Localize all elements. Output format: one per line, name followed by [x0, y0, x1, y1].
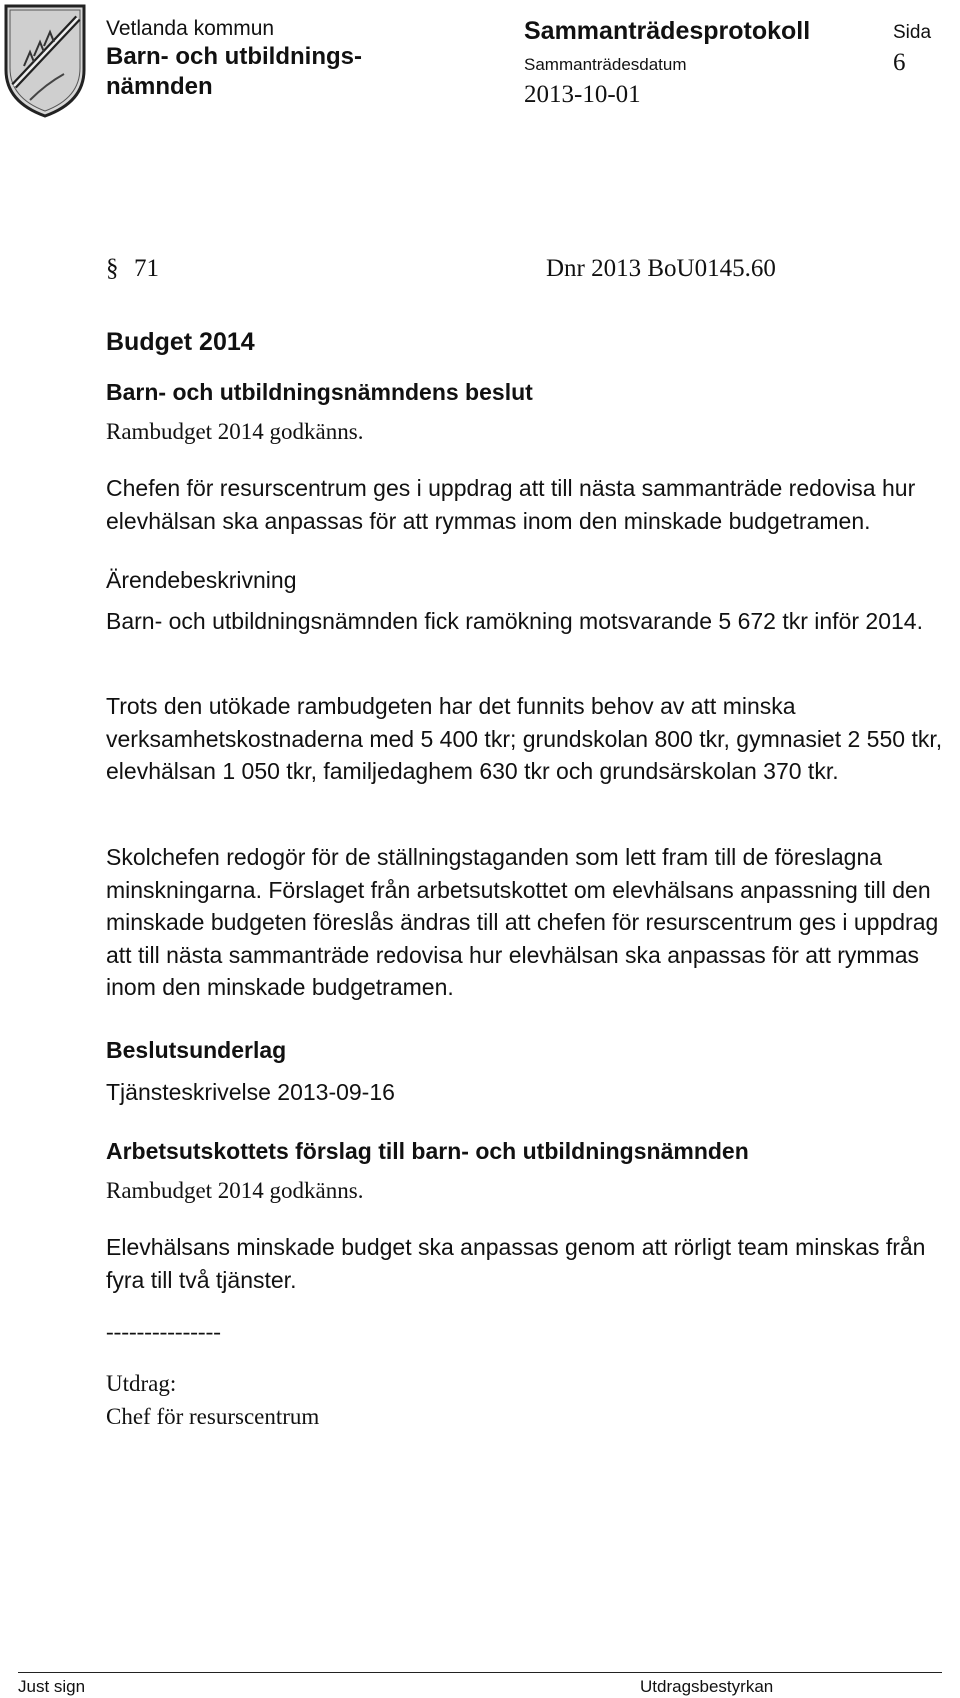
extract-label: Utdrag: [106, 1371, 177, 1396]
municipality-name: Vetlanda kommun [106, 17, 275, 40]
decision-heading: Barn- och utbildningsnämndens beslut [106, 379, 533, 405]
extract-certification-label: Utdragsbestyrkan [640, 1677, 774, 1696]
document-type: Sammanträdesprotokoll [524, 17, 811, 45]
committee-name: Barn- och utbildnings-nämnden [106, 43, 362, 100]
basis-document: Tjänsteskrivelse 2013-09-16 [106, 1079, 395, 1105]
decision-paragraph: Chefen för resurscentrum ges i uppdrag att till nästa sammanträde redovisa hur elevhälsan ska anpassas för att rymmas inom den minskade budgetramen. [106, 475, 916, 534]
text-divider: --------------- [106, 1319, 221, 1344]
justering-signature-label: Just sign [18, 1677, 86, 1696]
meeting-date: 2013-10-01 [524, 81, 641, 108]
meeting-date-label: Sammanträdesdatum [524, 55, 687, 74]
decision-paragraph: Rambudget 2014 godkänns. [106, 419, 364, 444]
page-label: Sida [893, 22, 932, 43]
description-paragraph: Trots den utökade rambudgeten har det funnits behov av att minska verksamhetskostnaderna med 5 400 tkr; grundskolan 800 tkr, gymnasiet 2 550 tkr, elevhälsan 1 050 tkr, familjedaghem 630 tkr och grundsärskolan 370 tkr. [106, 693, 943, 784]
section-number: 71 [134, 255, 159, 282]
page-number: 6 [893, 49, 906, 76]
case-registration-number: Dnr 2013 BoU0145.60 [546, 255, 776, 282]
description-paragraph: Barn- och utbildningsnämnden fick ramökning motsvarande 5 672 tkr inför 2014. [106, 608, 923, 634]
case-title: Budget 2014 [106, 328, 255, 356]
extract-recipient: Chef för resurscentrum [106, 1404, 320, 1429]
proposal-heading: Arbetsutskottets förslag till barn- och utbildningsnämnden [106, 1138, 749, 1164]
municipality-coat-of-arms-logo [0, 0, 88, 120]
description-heading: Ärendebeskrivning [106, 567, 297, 593]
basis-heading: Beslutsunderlag [106, 1037, 287, 1063]
proposal-paragraph: Elevhälsans minskade budget ska anpassas genom att rörligt team minskas från fyra till två tjänster. [106, 1234, 926, 1293]
description-paragraph: Skolchefen redogör för de ställningstaganden som lett fram till de föreslagna minskningarna. Förslaget från arbetsutskottet om elevhälsans anpassning till den minskade budgeten föreslås ändras till att chefen för resurscentrum ges i uppdrag att till nästa sammanträde redovisa hur elevhälsan ska anpassas för att rymmas inom den minskade budgetramen. [106, 844, 939, 1000]
proposal-paragraph: Rambudget 2014 godkänns. [106, 1178, 364, 1203]
footer-rule [18, 1672, 942, 1673]
section-sign: § [106, 255, 119, 282]
